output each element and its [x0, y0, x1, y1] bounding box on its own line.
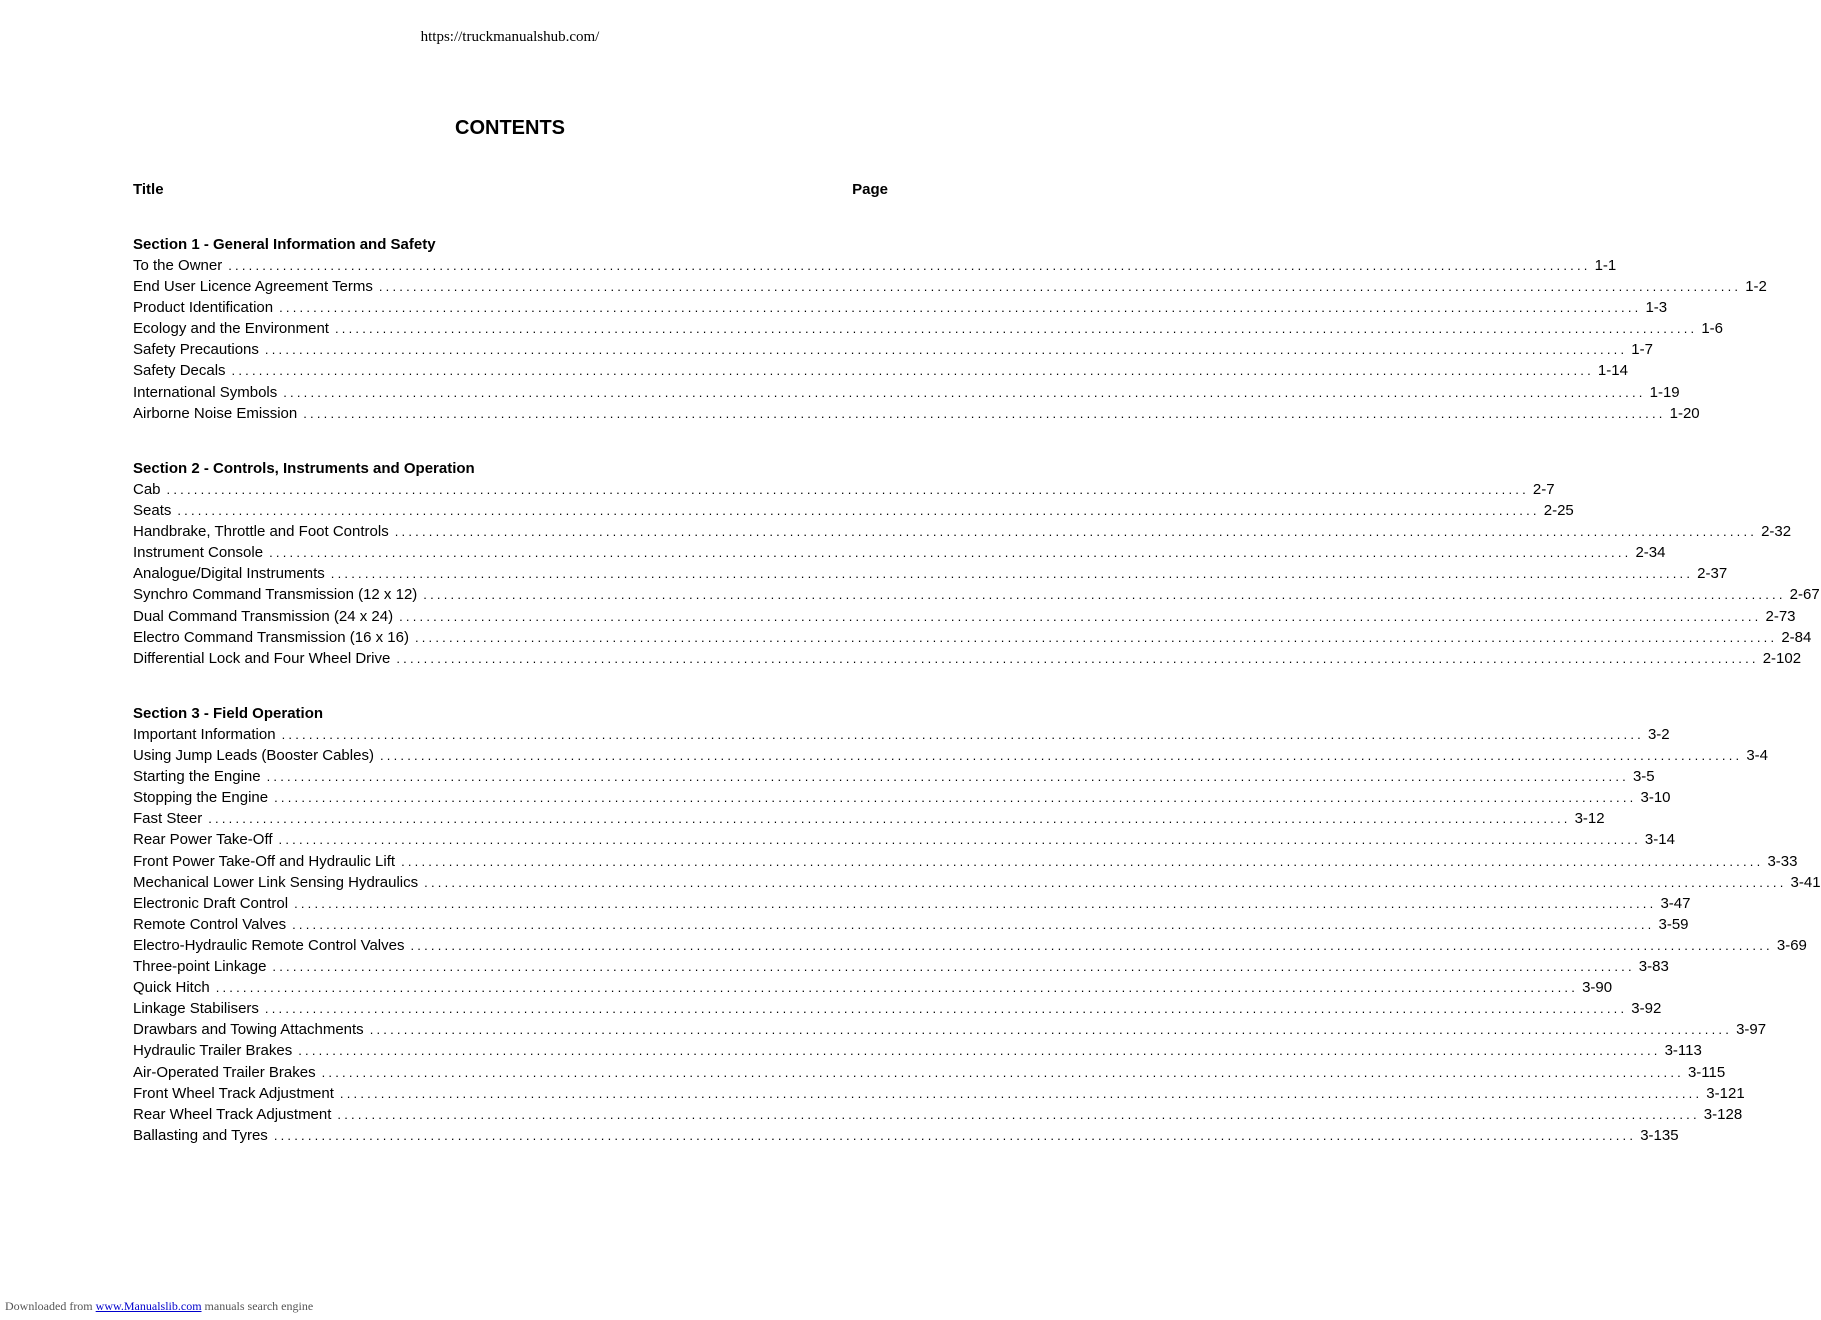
- toc-entry-title: Drawbars and Towing Attachments: [133, 1021, 364, 1039]
- dot-leader: ........................................................................................................................................................................................................: [337, 1106, 1700, 1122]
- toc-entry-title: Dual Command Transmission (24 x 24): [133, 607, 394, 625]
- footer-prefix: Downloaded from: [5, 1299, 93, 1313]
- toc-entry[interactable]: [133, 382, 1680, 403]
- toc-entry[interactable]: [133, 724, 1670, 745]
- toc-entry-page: 3-41: [1790, 873, 1821, 891]
- dot-leader: ........................................................................................................................................................................................................: [410, 937, 1773, 953]
- toc-entry-title: Safety Decals: [133, 362, 226, 380]
- toc-entry-page: 3-14: [1644, 831, 1675, 849]
- dot-leader: ........................................................................................................................................................................................................: [394, 524, 1758, 540]
- toc-entry[interactable]: [133, 563, 1728, 584]
- toc-entry-title: Air-Operated Trailer Brakes: [133, 1063, 316, 1081]
- toc-entry[interactable]: [133, 914, 1689, 935]
- toc-entry-title: Quick Hitch: [133, 979, 210, 997]
- toc-entry-page: 3-5: [1632, 768, 1655, 786]
- dot-leader: ........................................................................................................................................................................................................: [298, 1043, 1661, 1059]
- dot-leader: ........................................................................................................................................................................................................: [414, 629, 1778, 645]
- column-header-title: Title: [133, 181, 164, 198]
- section-heading: Section 3 - Field Operation: [133, 705, 324, 722]
- toc-entry-title: Differential Lock and Four Wheel Drive: [133, 649, 391, 667]
- toc-entry-page: 3-128: [1703, 1105, 1743, 1123]
- dot-leader: ........................................................................................................................................................................................................: [273, 1127, 1637, 1143]
- toc-entry-title: Hydraulic Trailer Brakes: [133, 1042, 293, 1060]
- section-heading: Section 2 - Controls, Instruments and Operation: [133, 460, 475, 477]
- toc-entry-title: Handbrake, Throttle and Foot Controls: [133, 523, 389, 541]
- toc-entry-page: 3-83: [1638, 958, 1669, 976]
- toc-entry-page: 3-33: [1767, 852, 1798, 870]
- page-title: CONTENTS: [455, 117, 565, 139]
- toc-entry-title: Front Wheel Track Adjustment: [133, 1084, 334, 1102]
- column-headers: [133, 181, 888, 198]
- toc-entry-page: 1-3: [1645, 299, 1668, 317]
- toc-entry-title: Important Information: [133, 726, 276, 743]
- toc-entry-title: Using Jump Leads (Booster Cables): [133, 747, 374, 765]
- toc-entry-title: Linkage Stabilisers: [133, 1000, 259, 1018]
- dot-leader: ........................................................................................................................................................................................................: [166, 482, 1529, 497]
- toc-entry-title: Instrument Console: [133, 544, 264, 562]
- toc-entry-page: 3-12: [1574, 810, 1605, 828]
- toc-entry-page: 3-69: [1776, 936, 1807, 954]
- toc-entry-page: 3-135: [1640, 1126, 1679, 1144]
- toc-section-2: [133, 458, 1820, 669]
- toc-entry[interactable]: [133, 829, 1675, 850]
- toc-entry-title: Analogue/Digital Instruments: [133, 565, 325, 583]
- dot-leader: ........................................................................................................................................................................................................: [269, 545, 1632, 561]
- dot-leader: ........................................................................................................................................................................................................: [281, 727, 1644, 742]
- toc-entry[interactable]: [133, 1125, 1679, 1146]
- toc-entry[interactable]: [133, 851, 1798, 872]
- dot-leader: ........................................................................................................................................................................................................: [274, 790, 1637, 806]
- toc-entry-title: Stopping the Engine: [133, 789, 269, 807]
- toc-entry[interactable]: [133, 255, 1617, 276]
- dot-leader: ........................................................................................................................................................................................................: [283, 384, 1646, 400]
- toc-entry-title: Ecology and the Environment: [133, 320, 329, 338]
- toc-entry-page: 2-32: [1761, 523, 1792, 541]
- toc-entry-title: Ballasting and Tyres: [133, 1126, 268, 1144]
- toc-entry[interactable]: [133, 360, 1628, 381]
- dot-leader: ........................................................................................................................................................................................................: [294, 895, 1657, 911]
- toc-entry-page: 2-34: [1635, 544, 1666, 562]
- toc-entry[interactable]: [133, 500, 1574, 521]
- manualslib-link[interactable]: www.Manualslib.com: [95, 1299, 202, 1313]
- toc-entry[interactable]: [133, 276, 1767, 297]
- toc-entry-page: 3-90: [1582, 979, 1613, 997]
- toc-entry-page: 1-1: [1594, 257, 1617, 274]
- dot-leader: ........................................................................................................................................................................................................: [334, 321, 1698, 337]
- toc-entry-title: Starting the Engine: [133, 768, 261, 786]
- footer-suffix: manuals search engine: [204, 1299, 314, 1313]
- toc-entry-title: Safety Precautions: [133, 341, 259, 359]
- dot-leader: ........................................................................................................................................................................................................: [264, 1001, 1628, 1017]
- toc-entry-title: Three-point Linkage: [133, 958, 267, 976]
- toc-entry-title: Product Identification: [133, 299, 274, 317]
- toc-entry-page: 2-37: [1697, 565, 1728, 583]
- toc-entry[interactable]: [133, 977, 1613, 998]
- section-heading: Section 1 - General Information and Safety: [133, 236, 436, 253]
- dot-leader: ........................................................................................................................................................................................................: [424, 874, 1787, 890]
- toc-entry[interactable]: [133, 872, 1821, 893]
- toc-entry-title: To the Owner: [133, 257, 223, 274]
- toc-entry-page: 3-115: [1687, 1063, 1726, 1081]
- toc-entry-page: 2-67: [1789, 586, 1820, 604]
- toc-entry[interactable]: [133, 935, 1807, 956]
- toc-entry-page: 3-4: [1746, 747, 1769, 765]
- toc-entry[interactable]: [133, 606, 1796, 627]
- toc-entry[interactable]: [133, 1083, 1745, 1104]
- toc-entry[interactable]: [133, 584, 1820, 605]
- dot-leader: ........................................................................................................................................................................................................: [208, 811, 1571, 827]
- dot-leader: ........................................................................................................................................................................................................: [292, 916, 1655, 932]
- toc-entry-title: Electro Command Transmission (16 x 16): [133, 628, 409, 646]
- toc-entry[interactable]: [133, 745, 1769, 766]
- toc-entry[interactable]: [133, 1040, 1702, 1061]
- toc-entry-page: 1-2: [1745, 278, 1767, 296]
- dot-leader: ........................................................................................................................................................................................................: [369, 1022, 1733, 1038]
- toc-section-3: [133, 703, 1821, 1146]
- dot-leader: ........................................................................................................................................................................................................: [272, 959, 1635, 975]
- toc-entry-page: 1-19: [1649, 383, 1680, 401]
- toc-entry[interactable]: [133, 998, 1662, 1019]
- toc-entry[interactable]: [133, 627, 1812, 648]
- toc-entry-page: 3-92: [1631, 1000, 1662, 1018]
- dot-leader: ........................................................................................................................................................................................................: [278, 832, 1641, 848]
- toc-entry-title: Electro-Hydraulic Remote Control Valves: [133, 936, 405, 954]
- toc-entry-page: 2-102: [1762, 649, 1802, 667]
- toc-entry-title: Rear Wheel Track Adjustment: [133, 1105, 332, 1123]
- toc-entry-page: 2-73: [1765, 607, 1796, 625]
- toc-entry[interactable]: [133, 542, 1666, 563]
- dot-leader: ........................................................................................................................................................................................................: [264, 342, 1628, 358]
- toc-entry-page: 1-14: [1597, 362, 1628, 380]
- toc-entry[interactable]: [133, 766, 1655, 787]
- dot-leader: ........................................................................................................................................................................................................: [279, 300, 1642, 316]
- toc-entry[interactable]: [133, 479, 1555, 500]
- toc-entry-title: Rear Power Take-Off: [133, 831, 273, 849]
- toc-entry[interactable]: [133, 521, 1792, 542]
- toc-entry-title: Electronic Draft Control: [133, 894, 289, 912]
- toc-entry[interactable]: [133, 1019, 1767, 1040]
- toc-entry[interactable]: [133, 1062, 1726, 1083]
- dot-leader: ........................................................................................................................................................................................................: [401, 853, 1764, 869]
- dot-leader: ........................................................................................................................................................................................................: [266, 769, 1629, 785]
- toc-entry[interactable]: [133, 956, 1669, 977]
- toc-entry[interactable]: [133, 297, 1668, 318]
- toc-entry-title: Airborne Noise Emission: [133, 404, 298, 422]
- toc-entry-page: 2-25: [1543, 502, 1574, 520]
- toc-section-1: [133, 234, 1767, 424]
- toc-entry-page: 3-10: [1640, 789, 1671, 807]
- toc-entry[interactable]: [133, 808, 1605, 829]
- dot-leader: ........................................................................................................................................................................................................: [379, 748, 1743, 764]
- dot-leader: ........................................................................................................................................................................................................: [396, 650, 1759, 666]
- toc-entry-page: 3-59: [1658, 915, 1689, 933]
- dot-leader: ........................................................................................................................................................................................................: [339, 1085, 1703, 1101]
- toc-entry[interactable]: [133, 1104, 1743, 1125]
- toc-entry-title: Seats: [133, 502, 172, 520]
- toc-entry-page: 3-121: [1706, 1084, 1745, 1102]
- toc-entry-page: 1-7: [1631, 341, 1653, 359]
- toc-entry-page: 3-47: [1660, 894, 1691, 912]
- toc-entry-page: 2-84: [1781, 628, 1812, 646]
- toc-entry-title: Remote Control Valves: [133, 915, 287, 933]
- toc-entry-title: International Symbols: [133, 383, 278, 401]
- toc-entry[interactable]: [133, 339, 1653, 360]
- toc-entry-page: 1-20: [1669, 404, 1700, 422]
- toc-entry[interactable]: [133, 787, 1671, 808]
- toc-entry-page: 2-7: [1532, 481, 1555, 498]
- toc-entry[interactable]: [133, 648, 1802, 669]
- toc-entry-title: Front Power Take-Off and Hydraulic Lift: [133, 852, 396, 870]
- dot-leader: ........................................................................................................................................................................................................: [423, 587, 1786, 603]
- toc-entry-title: Cab: [133, 481, 161, 498]
- source-url: https://truckmanualshub.com/: [420, 29, 600, 45]
- toc-entry-title: Synchro Command Transmission (12 x 12): [133, 586, 418, 604]
- dot-leader: ........................................................................................................................................................................................................: [228, 258, 1591, 273]
- toc-entry-title: End User Licence Agreement Terms: [133, 278, 373, 296]
- dot-leader: ........................................................................................................................................................................................................: [303, 405, 1666, 421]
- toc-entry[interactable]: [133, 403, 1700, 424]
- toc-entry[interactable]: [133, 318, 1724, 339]
- toc-entry-title: Fast Steer: [133, 810, 203, 828]
- dot-leader: ........................................................................................................................................................................................................: [321, 1064, 1684, 1080]
- download-footer: [5, 1299, 313, 1314]
- toc-entry-page: 3-2: [1647, 726, 1670, 743]
- toc-entry-page: 3-113: [1664, 1042, 1702, 1060]
- toc-entry-page: 3-97: [1736, 1021, 1767, 1039]
- dot-leader: ........................................................................................................................................................................................................: [215, 980, 1579, 996]
- column-header-page: Page: [852, 181, 888, 198]
- dot-leader: ........................................................................................................................................................................................................: [177, 503, 1540, 519]
- toc-entry-title: Mechanical Lower Link Sensing Hydraulics: [133, 873, 419, 891]
- dot-leader: ........................................................................................................................................................................................................: [378, 279, 1742, 295]
- dot-leader: ........................................................................................................................................................................................................: [399, 608, 1762, 624]
- dot-leader: ........................................................................................................................................................................................................: [330, 566, 1694, 582]
- toc-entry[interactable]: [133, 893, 1691, 914]
- toc-entry-page: 1-6: [1701, 320, 1724, 338]
- dot-leader: ........................................................................................................................................................................................................: [231, 363, 1594, 379]
